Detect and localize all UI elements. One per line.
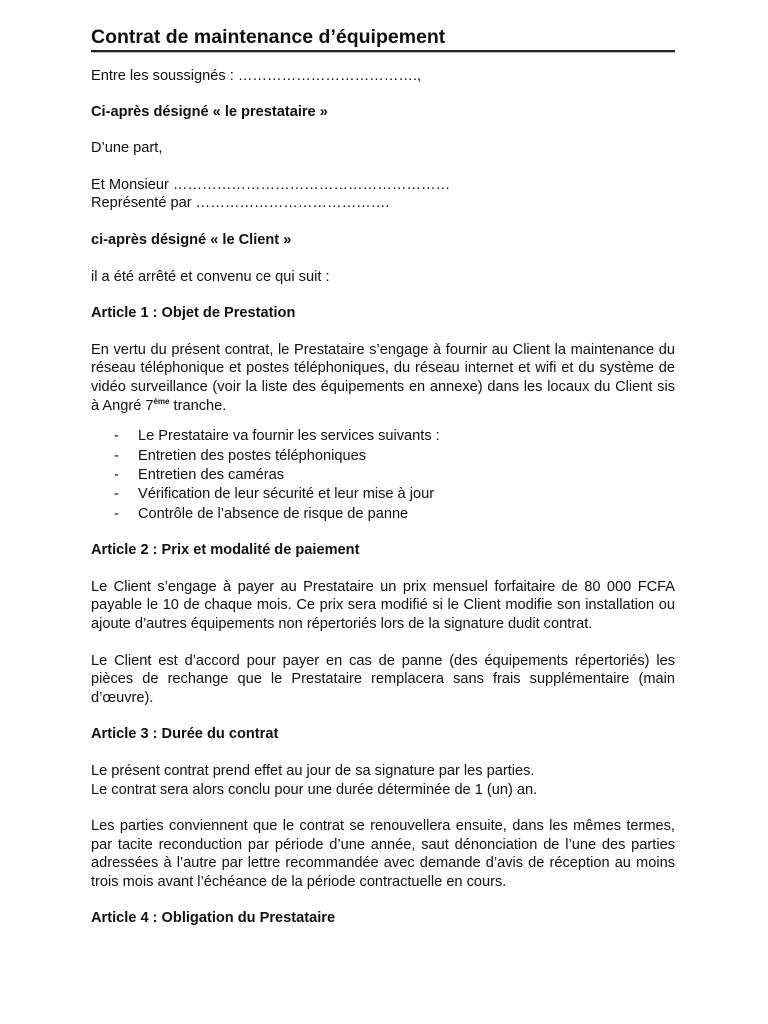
parties-entre: Entre les soussignés : ………………………………., [91,68,422,84]
article4-heading: Article 4 : Obligation du Prestataire [91,910,336,927]
list-item: - Contrôle de l’absence de risque de panne [91,505,675,524]
title-underline [91,50,675,52]
list-item: - Entretien des caméras [91,466,675,485]
article1-paragraph-end: tranche. [169,397,227,414]
article2-heading: Article 2 : Prix et modalité de paiement [91,542,360,559]
article2-paragraph2: Le Client est d’accord pour payer en cas de panne (des équipements répertoriés) les pièces de rechange que le Prestataire remplacera sans frais supplémentaire (main d’œuvre). [91,652,675,706]
document-title: Contrat de maintenance d’équipement [91,26,446,48]
document-page [91,24,675,928]
article1-paragraph-text: En vertu du présent contrat, le Prestataire s’engage à fournir au Client la maintenance du réseau téléphonique et postes téléphoniques, du réseau internet et wifi et du système de vidéo surveillance (voir la liste des équipements en annexe) dans les locaux du Client sis à Angré 7 [91,341,675,414]
article2-paragraph1: Le Client s’engage à payer au Prestataire un prix mensuel forfaitaire de 80 000 FCFA payable le 10 de chaque mois. Ce prix sera modifié si le Client modifie son installation ou ajoute d’autres équipements non répertoriés lors de la signature dudit contrat. [91,578,675,632]
client-designation: ci-après désigné « le Client » [91,231,292,248]
article1-superscript: ème [153,396,170,406]
arrete-line: il a été arrêté et convenu ce qui suit : [91,268,330,285]
list-item: - Entretien des postes téléphoniques [91,447,675,466]
article3-heading: Article 3 : Durée du contrat [91,726,279,743]
article3-paragraph: Les parties conviennent que le contrat se renouvellera ensuite, dans les mêmes termes, par tacite reconduction par période d’une année, saut dénonciation de l’une des parties adressées à l’autre par lettre recommandée avec demande d’avis de réception au moins trois mois avant l’échéance de la période contractuelle en cours. [91,818,675,890]
article1-heading: Article 1 : Objet de Prestation [91,305,296,322]
article3-line1: Le présent contrat prend effet au jour de sa signature par les parties. [91,762,535,779]
article1-paragraph [91,341,675,415]
prestataire-designation: Ci-après désigné « le prestataire » [91,103,328,120]
dune-part: D’une part, [91,140,163,157]
article1-list [91,427,675,524]
represente-line: Représenté par …………………………………. [91,195,390,212]
list-item: - Vérification de leur sécurité et leur mise à jour [91,485,675,504]
monsieur-line: Et Monsieur ………………………………………………… [91,176,451,193]
list-item: - Le Prestataire va fournir les services suivants : [91,427,675,446]
article3-line2: Le contrat sera alors conclu pour une durée déterminée de 1 (un) an. [91,781,538,798]
